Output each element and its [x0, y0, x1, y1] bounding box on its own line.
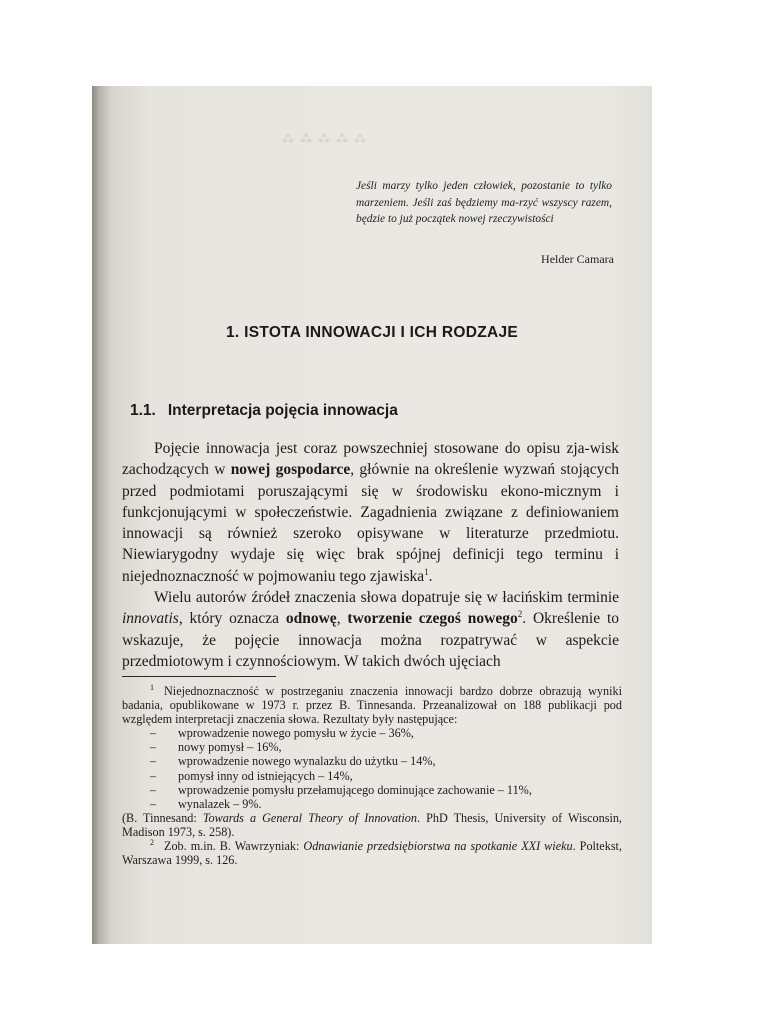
footnote-2: [122, 839, 622, 867]
list-item: [150, 740, 622, 754]
chapter-title: 1. ISTOTA INNOWACJI I ICH RODZAJE: [225, 324, 519, 341]
list-item-text: pomysł inny od istniejących – 14%,: [178, 768, 353, 783]
list-item-text: wynalazek – 9%.: [178, 796, 262, 811]
list-item-text: wprowadzenie nowego pomysłu w życie – 36%,: [178, 726, 414, 741]
list-item-text: wprowadzenie nowego wynalazku do użytku – 14%,: [178, 754, 436, 769]
list-dash: –: [150, 754, 157, 769]
epigraph-quote: Jeśli marzy tylko jeden człowiek, pozostanie to tylko marzeniem. Jeśli zaś będziemy ma-rzyć wszyscy razem, będzie to już początek nowej rzeczywistości: [356, 180, 612, 226]
source-title: Towards a General Theory of Innovation: [202, 810, 417, 825]
list-item: [150, 783, 622, 797]
text-run: . PhD Thesis, University of Wisconsin, Madison 1973, s. 258).: [122, 810, 622, 839]
text-run: .: [428, 567, 433, 585]
list-item: [150, 726, 622, 740]
footnote-1-intro: Niejednoznaczność w postrzeganiu znaczenia innowacji bardzo dobrze obrazują wyniki badania, opublikowane w 1973 r. przez B. Tinnesanda. Przeanalizował on 188 publikacji pod względem interpretacji znaczenia słowa. Rezultaty były następujące:: [122, 684, 622, 727]
body-paragraph-2: [122, 587, 619, 672]
footnote-1-source: [122, 811, 622, 839]
text-run: (B. Tinnesand:: [122, 810, 203, 825]
text-run: Wielu autorów źródeł znaczenia słowa dopatruje się w łacińskim terminie: [154, 589, 619, 607]
section-heading: [130, 402, 398, 420]
footnotes: [122, 684, 622, 867]
italic-term-innovatis: innovatis: [122, 610, 179, 628]
bold-term-new-economy: nowej gospodarce: [230, 461, 351, 479]
text-run: ,: [336, 610, 348, 628]
text-run: . Poltekst, Warszawa 1999, s. 126.: [122, 839, 622, 868]
list-dash: –: [150, 796, 157, 811]
text-run: Pojęcie innowacja jest coraz powszechniej stosowane do opisu zja-wisk zachodzących w: [122, 440, 619, 479]
list-item-text: nowy pomysł – 16%,: [178, 740, 282, 755]
bold-term-tworzenie: tworzenie czegoś nowego: [347, 610, 518, 628]
list-dash: –: [150, 726, 157, 741]
list-item: [150, 797, 622, 811]
footnote-mark-2: 2: [150, 837, 154, 847]
section-number: 1.1.: [130, 402, 156, 419]
source-title: Odnawianie przedsiębiorstwa na spotkanie XXI wieku: [303, 839, 573, 854]
section-title: Interpretacja pojęcia innowacja: [167, 402, 398, 419]
bleed-through-header: ⁂ ⁂ ⁂ ⁂ ⁂: [282, 132, 366, 146]
list-item: [150, 769, 622, 783]
text-run: , który oznacza: [178, 610, 286, 628]
footnote-separator: [122, 676, 276, 677]
list-item: [150, 754, 622, 768]
list-dash: –: [150, 768, 157, 783]
body-paragraph-1: [122, 438, 619, 587]
bold-term-odnowe: odnowę: [285, 610, 337, 628]
text-run: . Określenie to wskazuje, że pojęcie innowacja można rozpatrywać w aspekcie przedmiotowym i czynnościowym. W takich dwóch ujęciach: [122, 610, 619, 670]
list-item-text: wprowadzenie pomysłu przełamującego dominujące zachowanie – 11%,: [178, 782, 532, 797]
footnote-ref-1: 1: [424, 566, 429, 577]
epigraph-author: Helder Camara: [541, 252, 614, 266]
footnote-1: [122, 684, 622, 726]
footnote-1-list: [122, 726, 622, 811]
text-run: Zob. m.in. B. Wawrzyniak:: [164, 839, 304, 854]
list-dash: –: [150, 782, 157, 797]
body-text: [122, 438, 619, 672]
text-run: , głównie na określenie wyzwań stojących przed podmiotami poruszającymi się w środowisku ekono-micznym i funkcjonującymi w społeczeństwie. Zagadnienia związane z definiowaniem innowacji są również szeroko opisywane w literaturze przedmiotu. Niewiarygodny wydaje się więc brak spójnej definicji tego terminu i niejednoznaczność w pojmowaniu tego zjawiska: [122, 461, 619, 585]
footnote-ref-2: 2: [517, 609, 523, 620]
book-page: [92, 86, 652, 944]
list-dash: –: [150, 740, 157, 755]
footnote-mark-1: 1: [150, 682, 154, 692]
